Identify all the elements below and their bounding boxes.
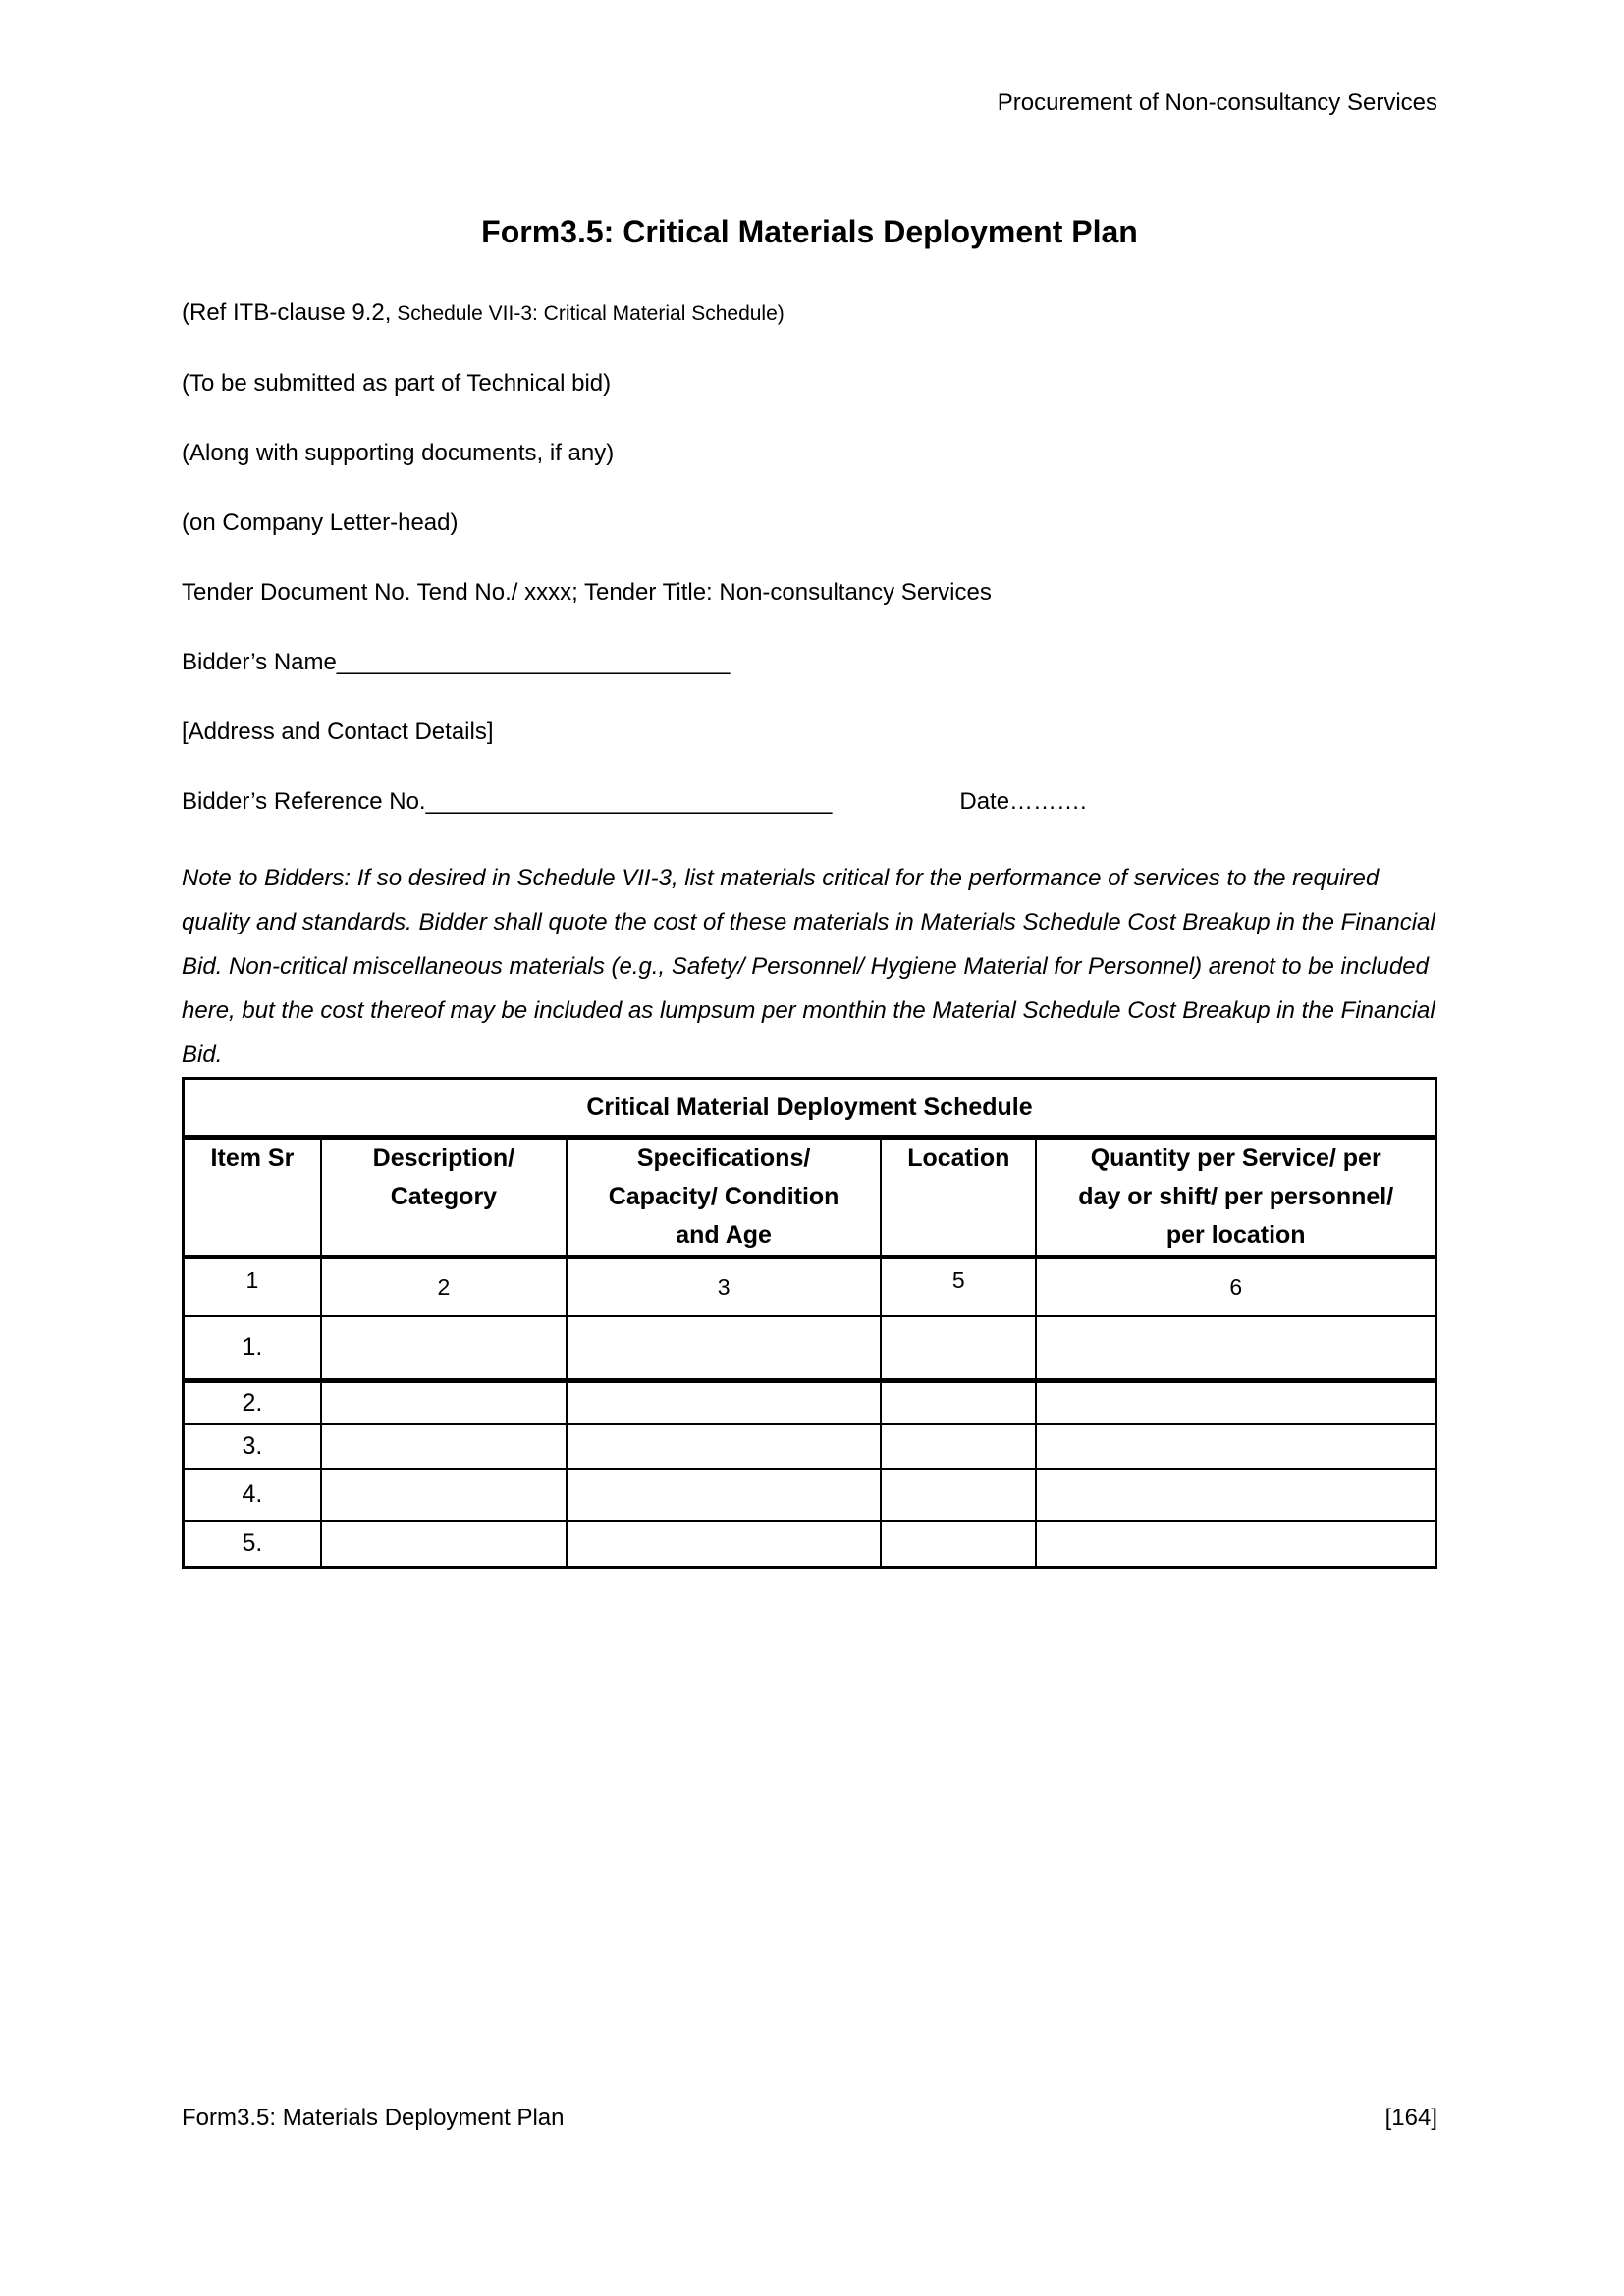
table-cell-empty — [881, 1381, 1036, 1424]
reference-no-blank: _______________________________ — [425, 788, 833, 815]
col-header-item-sr: Item Sr — [184, 1138, 321, 1257]
table-cell-empty — [881, 1469, 1036, 1521]
table-cell-empty — [1036, 1469, 1435, 1521]
table-cell-empty — [1036, 1316, 1435, 1381]
table-cell-empty — [881, 1521, 1036, 1568]
critical-material-schedule-table — [182, 1077, 1437, 1569]
date-label: Date………. — [959, 788, 1087, 815]
tender-line: Tender Document No. Tend No./ xxxx; Tender Title: Non-consultancy Services — [182, 579, 992, 606]
col-header-location: Location — [881, 1138, 1036, 1257]
supporting-docs-line: (Along with supporting documents, if any) — [182, 440, 615, 466]
table-row — [184, 1469, 1436, 1521]
page-number: [164] — [1384, 2105, 1437, 2131]
bidder-name-label: Bidder’s Name — [182, 649, 337, 675]
page-footer — [182, 2105, 1437, 2132]
table-cell-empty — [1036, 1521, 1435, 1568]
table-cell-empty — [567, 1469, 881, 1521]
table-row — [184, 1521, 1436, 1568]
row-label: 4. — [184, 1469, 321, 1521]
table-cell-empty — [567, 1381, 881, 1424]
col-header-description-category: Description/ Category — [321, 1138, 567, 1257]
table-cell-empty — [321, 1316, 567, 1381]
table-cell-empty — [321, 1381, 567, 1424]
address-line: [Address and Contact Details] — [182, 719, 494, 745]
row-label: 2. — [184, 1381, 321, 1424]
table-row — [184, 1316, 1436, 1381]
col-header-quantity: Quantity per Service/ per day or shift/ per personnel/ per location — [1036, 1138, 1435, 1257]
page-title: Form3.5: Critical Materials Deployment Plan — [481, 214, 1138, 249]
table-cell-empty — [567, 1316, 881, 1381]
col-number: 2 — [321, 1257, 567, 1316]
row-label: 1. — [184, 1316, 321, 1381]
header-text: Procurement of Non-consultancy Services — [997, 89, 1437, 116]
table-cell-empty — [321, 1424, 567, 1469]
col-header-specifications: Specifications/ Capacity/ Condition and Age — [567, 1138, 881, 1257]
table-title: Critical Material Deployment Schedule — [184, 1079, 1436, 1138]
table-cell-empty — [567, 1521, 881, 1568]
table-title-row — [184, 1079, 1436, 1138]
table-cell-empty — [881, 1424, 1036, 1469]
footer-title: Form3.5: Materials Deployment Plan — [182, 2105, 565, 2131]
document-body — [182, 297, 1437, 1077]
table-cell-empty — [567, 1424, 881, 1469]
table-cell-empty — [881, 1316, 1036, 1381]
row-label: 5. — [184, 1521, 321, 1568]
col-number: 5 — [881, 1257, 1036, 1316]
ref-line-schedule: Schedule VII-3: Critical Material Schedule) — [391, 302, 785, 325]
note-to-bidders: Note to Bidders: If so desired in Schedule VII-3, list materials critical for the performance of services to the required quality and standards. Bidder shall quote the cost of these materials in Materials Schedule Cost Breakup in the Financial Bid. Non-critical miscellaneous materials (e.g., Safety/ Personnel/ Hygiene Material for Personnel) arenot to be included here, but the cost thereof may be included as lumpsum per monthin the Material Schedule Cost Breakup in the Financial Bid. — [182, 865, 1435, 1068]
row-label: 3. — [184, 1424, 321, 1469]
ref-line — [182, 297, 1437, 329]
submitted-line: (To be submitted as part of Technical bid) — [182, 370, 612, 397]
table-cell-empty — [1036, 1424, 1435, 1469]
table-header-row — [184, 1138, 1436, 1257]
col-number: 1 — [184, 1257, 321, 1316]
bidder-name-blank: ______________________________ — [336, 649, 731, 675]
table-cell-empty — [321, 1521, 567, 1568]
ref-line-main: (Ref ITB-clause 9.2, — [182, 299, 392, 326]
bidder-name-line — [182, 647, 1437, 677]
table-row — [184, 1424, 1436, 1469]
table-cell-empty — [1036, 1381, 1435, 1424]
letterhead-line: (on Company Letter-head) — [182, 509, 459, 536]
page-header — [182, 88, 1437, 118]
col-number: 6 — [1036, 1257, 1435, 1316]
reference-no-label: Bidder’s Reference No. — [182, 788, 426, 815]
reference-line — [182, 786, 1437, 817]
column-number-row — [184, 1257, 1436, 1316]
table-row — [184, 1381, 1436, 1424]
col-number: 3 — [567, 1257, 881, 1316]
table-cell-empty — [321, 1469, 567, 1521]
